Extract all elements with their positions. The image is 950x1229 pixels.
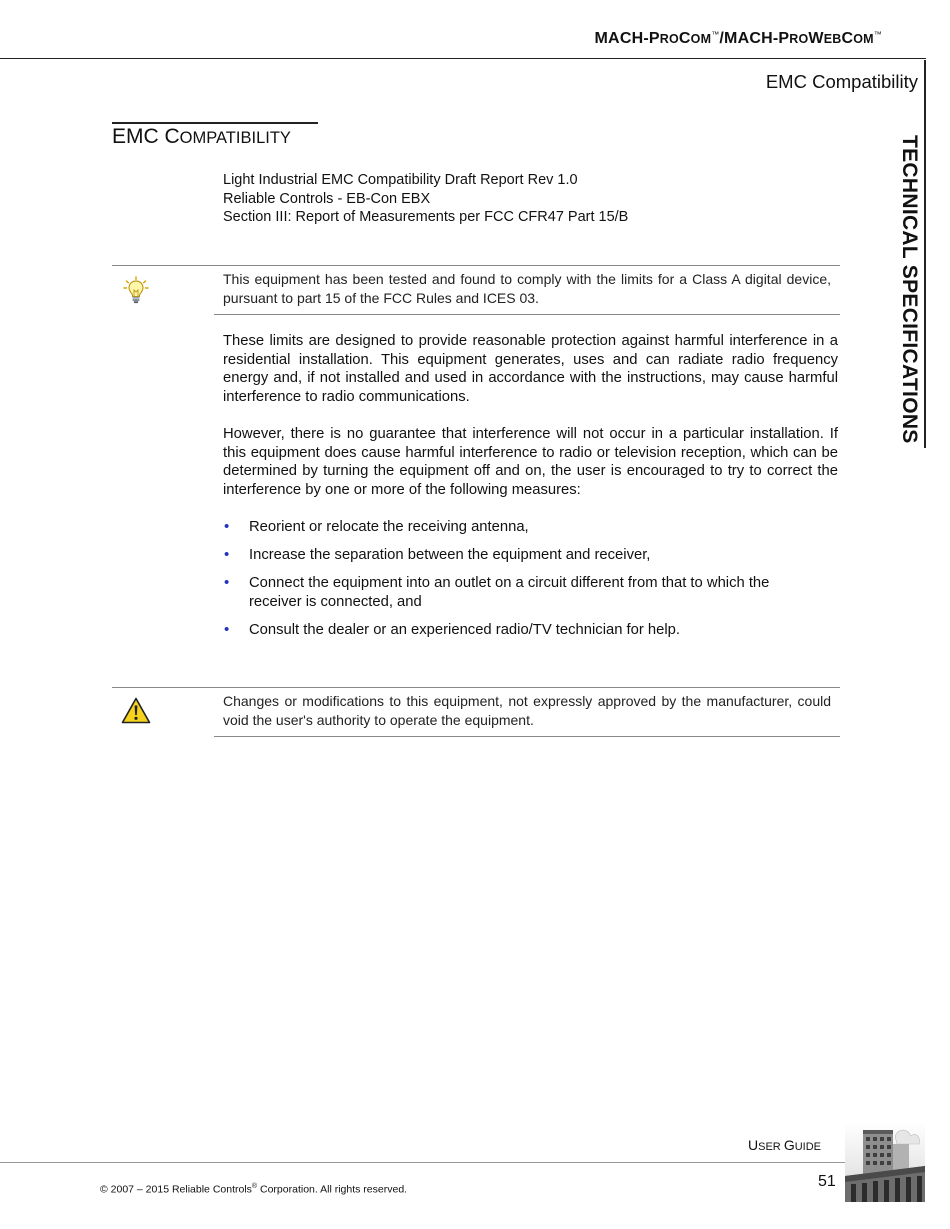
section-label: EMC Compatibility [765, 71, 918, 92]
title-rule [112, 122, 318, 124]
report-line: Section III: Report of Measurements per FCC CFR47 Part 15/B [223, 209, 629, 225]
report-line: Reliable Controls - EB-Con EBX [223, 190, 431, 207]
copyright: © 2007 – 2015 Reliable Controls® Corporation. All rights reserved. [100, 1183, 408, 1196]
tip-note-text: This equipment has been tested and found to comply with the limits for a Class A digital device, pursuant to part 15 of the FCC Rules and ICES 03. [223, 271, 831, 306]
body-paragraph: These limits are designed to provide reasonable protection against harmful interference in a residential installation. This equipment generates, uses and can radiate radio frequency energy and, if not installed and used in accordance with the instructions, may cause harmful interference to radio communications. [223, 333, 838, 405]
building-image [845, 1122, 925, 1202]
list-item: • Increase the separation between the equipment and receiver, [224, 546, 651, 563]
bullet-icon: • [224, 518, 230, 535]
report-line: Light Industrial EMC Compatibility Draft Report Rev 1.0 [223, 172, 578, 188]
bullet-icon: • [224, 621, 230, 638]
list-item: • Connect the equipment into an outlet on a circuit different from that to which the receiver is connected, and [224, 574, 770, 610]
note-top-rule [112, 687, 840, 688]
warning-icon [121, 697, 151, 724]
side-tab-label: TECHNICAL SPECIFICATIONS [898, 135, 921, 444]
warning-note-text: Changes or modifications to this equipment, not expressly approved by the manufacturer, could void the user's authority to operate the equipment. [223, 693, 831, 728]
list-item: • Reorient or relocate the receiving antenna, [224, 518, 529, 535]
footer-guide-label: USER GUIDE [748, 1137, 821, 1153]
note-bottom-rule [214, 736, 840, 737]
bullet-icon: • [224, 546, 230, 563]
page-title: EMC COMPATIBILITY [112, 125, 291, 148]
side-tab-divider [924, 60, 926, 448]
list-item: • Consult the dealer or an experienced radio/TV technician for help. [224, 621, 681, 638]
header-divider [0, 58, 926, 59]
report-info [223, 171, 628, 227]
footer-divider [0, 1162, 846, 1163]
note-bottom-rule [214, 314, 840, 315]
page-number: 51 [818, 1173, 836, 1190]
note-top-rule [112, 265, 840, 266]
lightbulb-icon [123, 276, 149, 304]
body-paragraph: However, there is no guarantee that interference will not occur in a particular installation. If this equipment does cause harmful interference to radio or television reception, which can be determined by turning the equipment off and on, the user is encouraged to try to correct the interference by one or more of the following measures: [223, 426, 838, 498]
header-title: MACH-PROCOM™/MACH-PROWEBCOM™ [594, 30, 882, 48]
side-tab [897, 135, 921, 445]
bullet-icon: • [224, 574, 230, 591]
